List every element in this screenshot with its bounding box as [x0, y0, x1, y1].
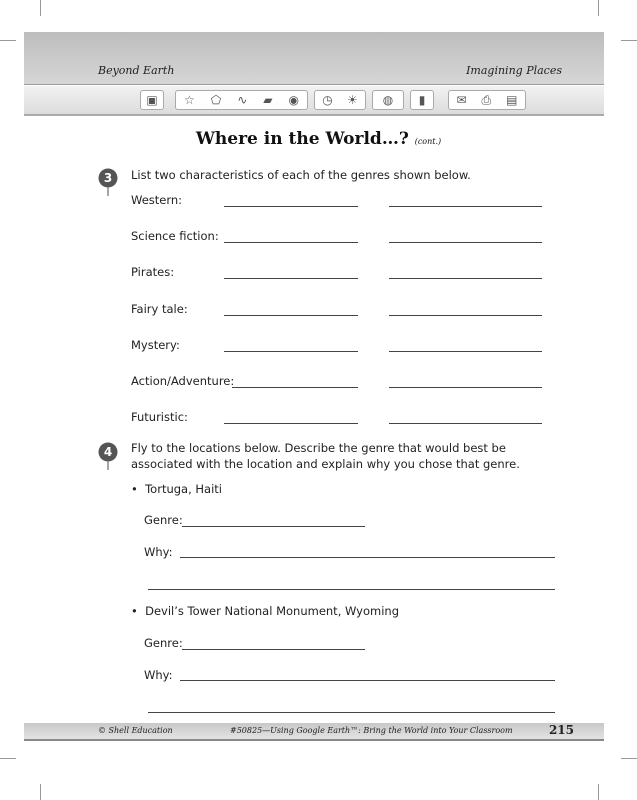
genre-label-science-fiction: Science fiction: — [131, 229, 219, 243]
toolbar-group-share — [448, 90, 526, 110]
answer-line[interactable] — [389, 206, 542, 207]
page-number: 215 — [548, 723, 574, 737]
answer-line[interactable] — [232, 387, 358, 388]
answer-line[interactable] — [224, 315, 358, 316]
planet-icon: ◍ — [382, 93, 394, 107]
toolbar-group-ruler — [410, 90, 434, 110]
location-name: Devil’s Tower National Monument, Wyoming — [145, 604, 400, 618]
toolbar-group-draw — [175, 90, 308, 110]
genre-label-mystery: Mystery: — [131, 338, 180, 352]
map-view-icon: ▤ — [506, 93, 518, 107]
page-title-cont: (cont.) — [414, 137, 442, 146]
history-icon: ◷ — [322, 93, 333, 107]
why-answer-line[interactable] — [180, 557, 555, 558]
bullet-icon: • — [131, 604, 138, 618]
toolbar-group-view — [314, 90, 366, 110]
sidebar-icon: ▣ — [146, 93, 158, 107]
genre-label-futuristic: Futuristic: — [131, 410, 188, 424]
q4-instruction: Fly to the locations below. Describe the genre that would best be associated with the location and explain why you chose that genre. — [131, 441, 520, 471]
crop-mark — [0, 758, 16, 759]
bullet-icon: • — [131, 482, 138, 496]
genre-label-action-adventure: Action/Adventure: — [131, 374, 235, 388]
answer-line[interactable] — [224, 278, 358, 279]
location-item — [131, 604, 399, 618]
why-answer-line-continued[interactable] — [148, 589, 555, 590]
location-name: Tortuga, Haiti — [145, 482, 222, 496]
answer-line[interactable] — [389, 242, 542, 243]
question-number-3: 3 — [103, 171, 113, 185]
answer-line[interactable] — [224, 351, 358, 352]
google-earth-toolbar — [24, 86, 604, 116]
crop-mark — [40, 0, 41, 16]
ruler-icon: ▮ — [418, 93, 426, 107]
genre-label-pirates: Pirates: — [131, 265, 175, 279]
location-item — [131, 482, 222, 496]
crop-mark — [598, 0, 599, 16]
placemark-icon: ☆ — [184, 93, 195, 107]
crop-mark — [0, 40, 16, 41]
tour-icon: ◉ — [288, 93, 299, 107]
genre-label: Genre: — [144, 636, 183, 650]
email-icon: ✉ — [456, 93, 467, 107]
answer-line[interactable] — [389, 387, 542, 388]
why-answer-line-continued[interactable] — [148, 712, 555, 713]
genre-answer-line[interactable] — [182, 526, 365, 527]
genre-label: Genre: — [144, 513, 183, 527]
answer-line[interactable] — [224, 206, 358, 207]
answer-line[interactable] — [224, 242, 358, 243]
footer-publisher: © Shell Education — [98, 726, 173, 735]
page-title-text: Where in the World…? — [195, 129, 409, 149]
why-label: Why: — [144, 545, 173, 559]
question-number-4-marker — [98, 442, 118, 470]
crop-mark — [40, 784, 41, 800]
overlay-icon: ▰ — [263, 93, 273, 107]
answer-line[interactable] — [389, 351, 542, 352]
header-section-label: Beyond Earth — [98, 64, 175, 77]
answer-line[interactable] — [389, 423, 542, 424]
crop-mark — [621, 40, 637, 41]
header-chapter-label: Imagining Places — [466, 64, 562, 77]
genre-label-fairy-tale: Fairy tale: — [131, 302, 188, 316]
path-icon: ∿ — [237, 93, 248, 107]
q3-instruction: List two characteristics of each of the genres shown below. — [131, 168, 471, 182]
toolbar-group-planet — [372, 90, 404, 110]
toolbar-group-sidebar — [140, 90, 164, 110]
page-title — [0, 129, 637, 149]
question-number-3-marker — [98, 168, 118, 196]
genre-label-western: Western: — [131, 193, 183, 207]
answer-line[interactable] — [389, 278, 542, 279]
polygon-icon: ⬠ — [210, 93, 222, 107]
footer-book-title: #50825—Using Google Earth™: Bring the World into Your Classroom — [230, 726, 513, 735]
crop-mark — [598, 784, 599, 800]
why-label: Why: — [144, 668, 173, 682]
print-icon: ⎙ — [481, 93, 492, 107]
answer-line[interactable] — [389, 315, 542, 316]
why-answer-line[interactable] — [180, 680, 555, 681]
crop-mark — [621, 758, 637, 759]
genre-answer-line[interactable] — [182, 649, 365, 650]
answer-line[interactable] — [224, 423, 358, 424]
question-number-4: 4 — [103, 445, 113, 459]
footer-band — [24, 723, 604, 741]
header-band — [24, 32, 604, 85]
sun-icon: ☀ — [347, 93, 358, 107]
